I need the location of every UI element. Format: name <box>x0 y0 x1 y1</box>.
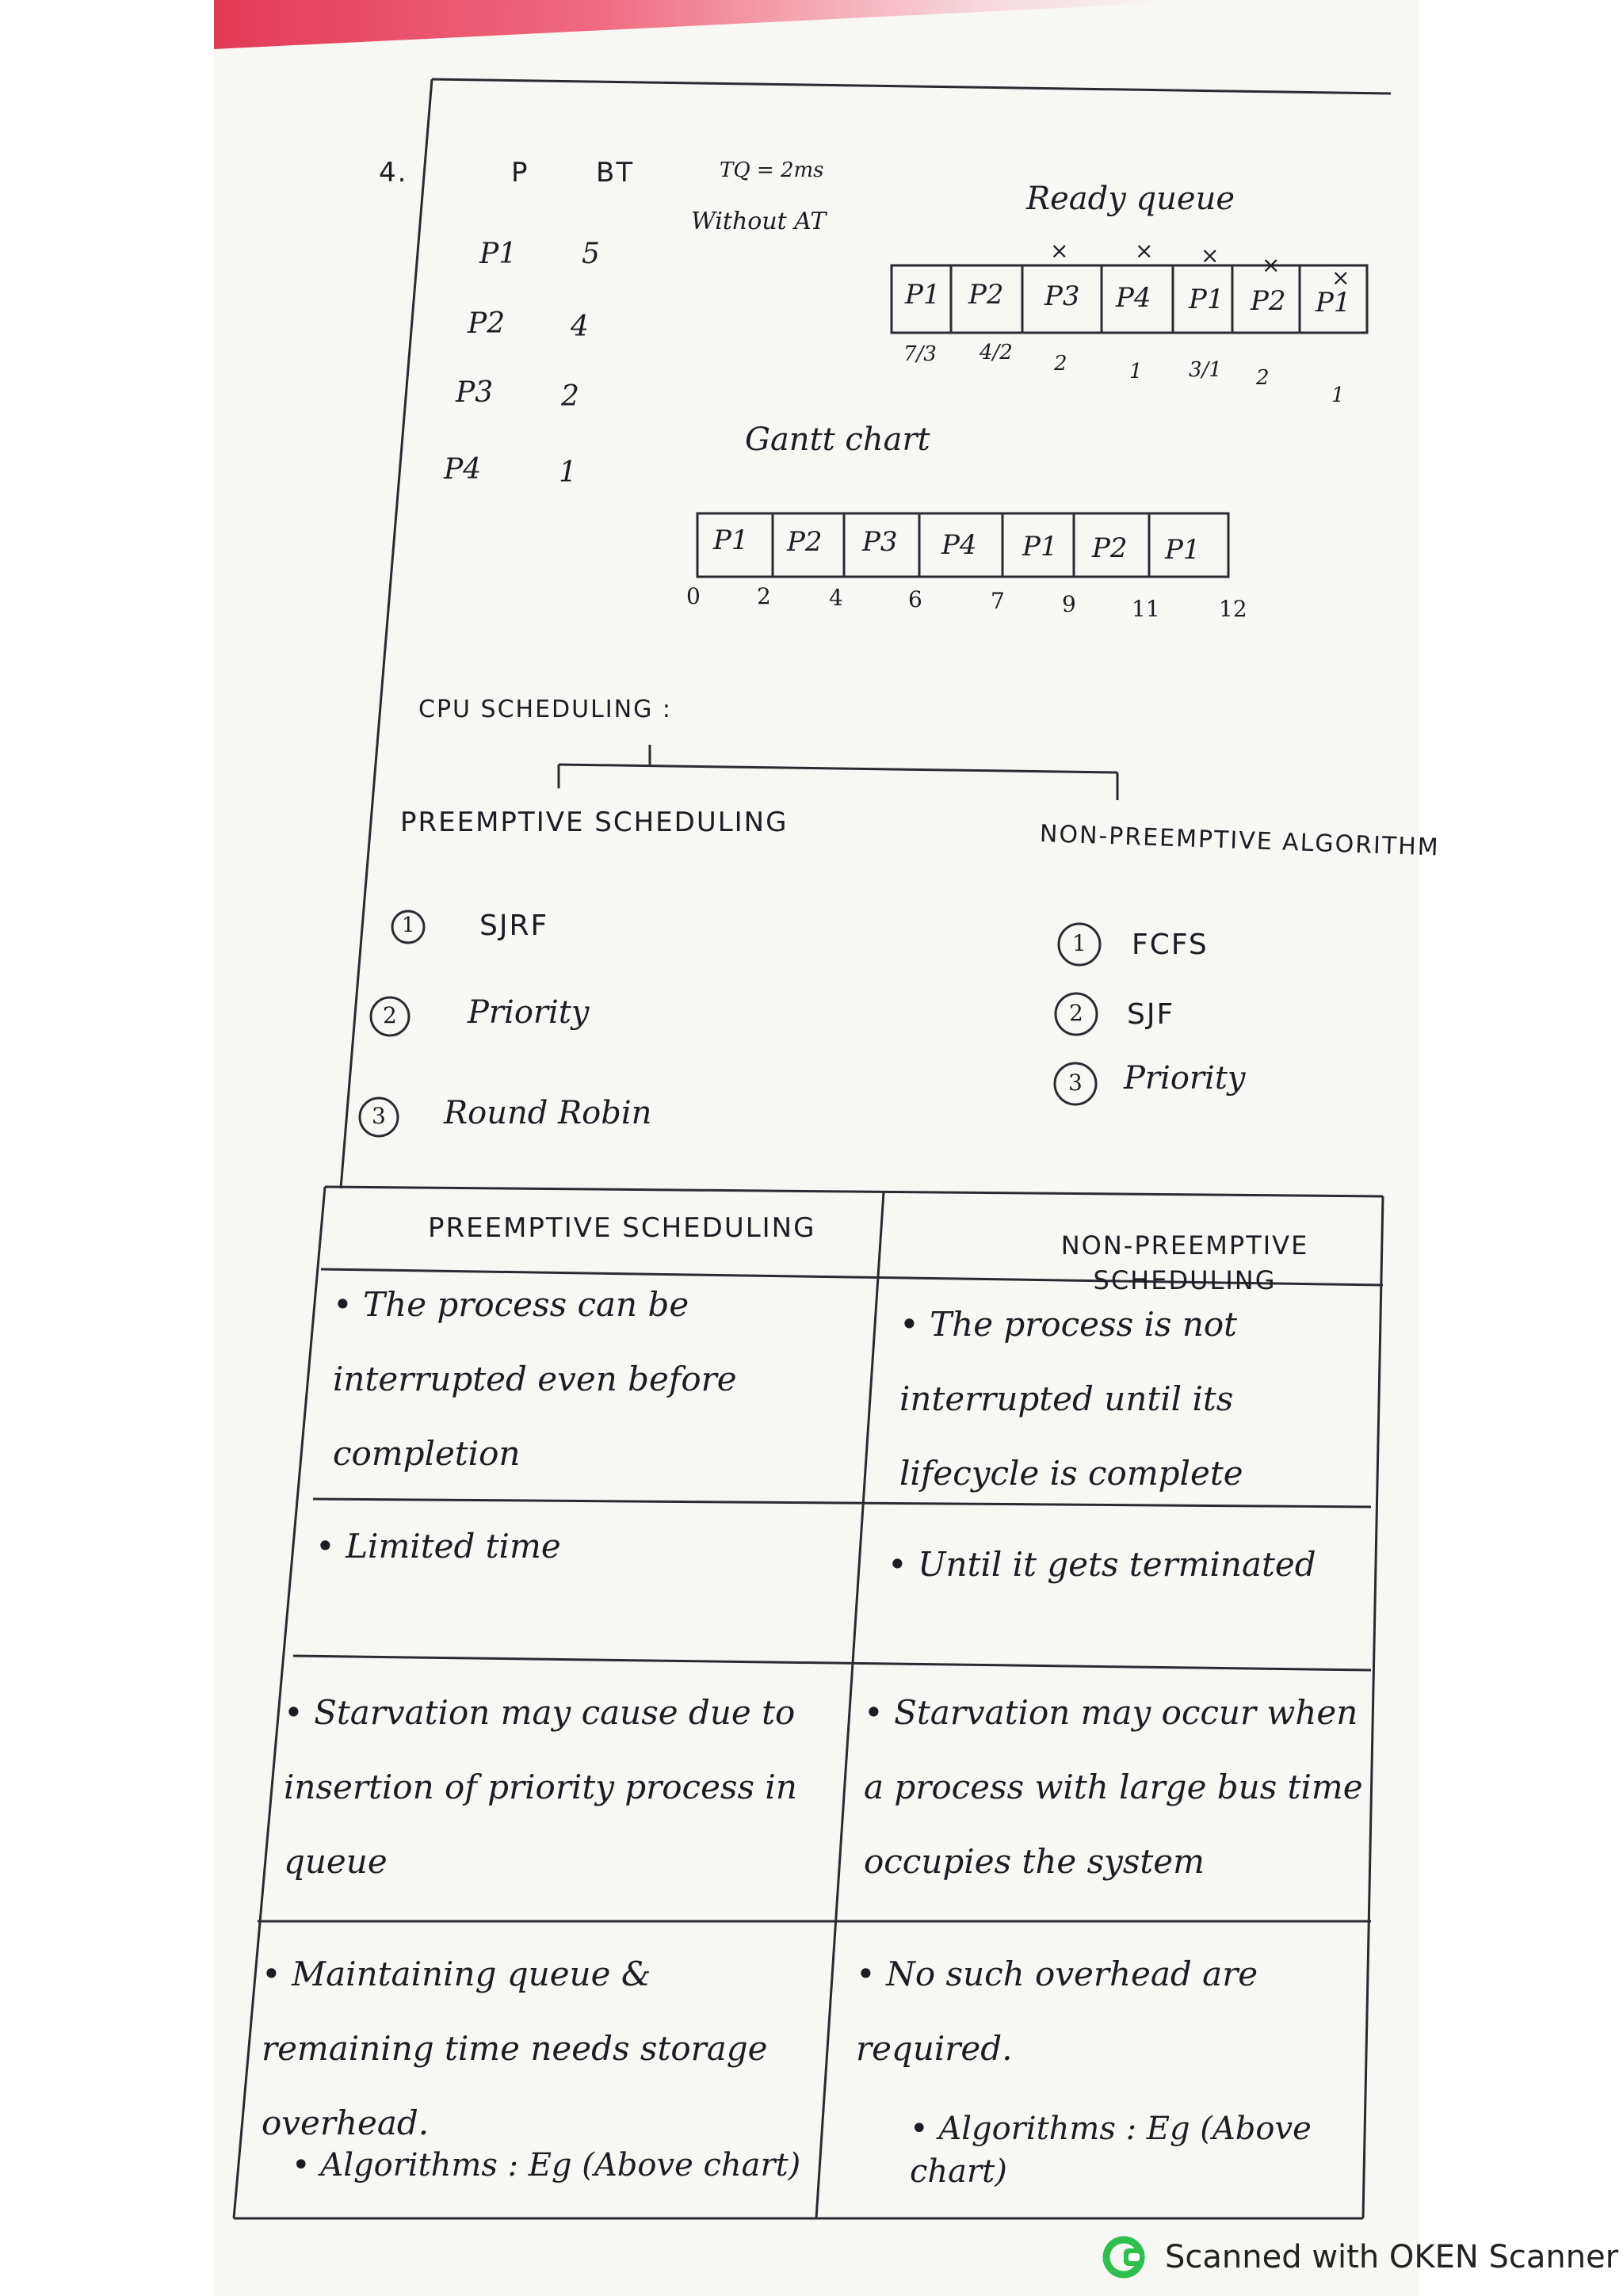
ready-queue-cell: P1 <box>1189 284 1224 315</box>
gantt-time: 9 <box>1062 591 1076 617</box>
remaining-time: 7/3 <box>903 342 937 366</box>
ready-queue-mark: × <box>1331 265 1350 291</box>
gantt-cell: P2 <box>1092 532 1128 564</box>
ready-queue-cell: P2 <box>1251 285 1286 317</box>
remaining-time: 1 <box>1331 383 1345 407</box>
gantt-time: 12 <box>1219 596 1247 622</box>
gantt-time: 0 <box>686 583 701 609</box>
gantt-title: Gantt chart <box>745 421 930 458</box>
ready-queue-cell: P3 <box>1044 280 1080 312</box>
ready-queue-cell: P2 <box>968 279 1004 311</box>
table-header-non-preemptive: NON-PREEMPTIVE SCHEDULING <box>1060 1230 1309 1295</box>
gantt-time: 2 <box>757 583 771 609</box>
gantt-time: 6 <box>908 586 922 612</box>
non-preemptive-algorithm: SJF <box>1127 998 1175 1031</box>
cpu-scheduling-title: CPU SCHEDULING : <box>418 696 672 723</box>
remaining-time: 3/1 <box>1189 358 1222 382</box>
preemptive-algorithm: SJRF <box>479 910 549 942</box>
gantt-cell: P4 <box>941 529 977 561</box>
column-burst-time: BT <box>596 157 635 189</box>
scanner-label: Scanned with OKEN Scanner <box>1165 2239 1619 2275</box>
item-number: 1 <box>402 913 415 937</box>
item-number: 3 <box>372 1103 386 1129</box>
table-cell: • Limited time <box>315 1527 561 1566</box>
column-process: P <box>511 157 529 189</box>
gantt-cell: P3 <box>862 526 898 558</box>
time-quantum: TQ = 2ms <box>720 158 824 182</box>
ready-queue-cell: P4 <box>1116 282 1151 314</box>
table-cell: • The process is not interrupted until its lifecycle is complete <box>899 1305 1243 1493</box>
problem-number: 4. <box>379 157 408 189</box>
burst-cell: 5 <box>582 238 600 270</box>
table-cell: • Algorithms : Eg (Above chart) <box>292 2147 801 2183</box>
ready-queue-cell: P1 <box>905 279 941 311</box>
gantt-cell: P1 <box>713 524 749 556</box>
burst-cell: 1 <box>559 456 577 489</box>
ready-queue-mark: × <box>1201 242 1220 269</box>
gantt-cell: P1 <box>1022 531 1058 563</box>
burst-cell: 2 <box>561 380 579 413</box>
table-header-preemptive: PREEMPTIVE SCHEDULING <box>428 1212 816 1244</box>
non-preemptive-algorithm: Priority <box>1124 1060 1246 1097</box>
table-cell: • Until it gets terminated <box>888 1545 1316 1584</box>
item-number: 2 <box>383 1002 397 1028</box>
non-preemptive-heading: NON-PREEMPTIVE ALGORITHM <box>1039 820 1441 862</box>
table-cell: • Algorithms : Eg (Above chart) <box>910 2111 1312 2190</box>
ready-queue-mark: × <box>1262 252 1281 278</box>
gantt-cell: P2 <box>787 526 823 558</box>
scanner-footer <box>1102 2233 1618 2282</box>
remaining-time: 2 <box>1256 366 1270 390</box>
gantt-time: 4 <box>829 585 843 611</box>
process-cell: P2 <box>468 307 506 340</box>
process-cell: P1 <box>479 238 517 270</box>
non-preemptive-algorithm: FCFS <box>1132 929 1209 961</box>
table-cell: • Starvation may cause due to insertion of priority process in queue <box>284 1693 797 1881</box>
table-cell: • The process can be interrupted even before completion <box>333 1285 737 1473</box>
item-number: 1 <box>1072 930 1086 956</box>
table-cell: • Maintaining queue & remaining time needs storage overhead. <box>262 1955 768 2142</box>
table-cell: • No such overhead are required. <box>856 1955 1258 2068</box>
gantt-time: 11 <box>1132 596 1160 622</box>
ready-queue-cell: P1 <box>1316 287 1351 318</box>
process-cell: P4 <box>444 453 482 486</box>
oken-scanner-logo-icon <box>1102 2233 1151 2282</box>
gantt-cell: P1 <box>1165 534 1201 566</box>
ready-queue-mark: × <box>1050 238 1069 264</box>
ready-queue-title: Ready queue <box>1026 181 1235 217</box>
item-number: 2 <box>1069 1000 1083 1026</box>
burst-cell: 4 <box>571 311 589 343</box>
table-cell: • Starvation may occur when a process with large bus time occupies the system <box>864 1693 1363 1881</box>
remaining-time: 1 <box>1129 360 1143 383</box>
item-number: 3 <box>1068 1070 1083 1096</box>
preemptive-heading: PREEMPTIVE SCHEDULING <box>400 807 789 838</box>
process-cell: P3 <box>456 376 494 409</box>
gantt-time: 7 <box>991 588 1005 614</box>
ready-queue-mark: × <box>1135 238 1154 264</box>
remaining-time: 4/2 <box>980 341 1013 364</box>
remaining-time: 2 <box>1054 352 1067 376</box>
preemptive-algorithm: Round Robin <box>444 1095 652 1131</box>
without-arrival-time: Without AT <box>691 208 827 235</box>
preemptive-algorithm: Priority <box>468 994 590 1031</box>
